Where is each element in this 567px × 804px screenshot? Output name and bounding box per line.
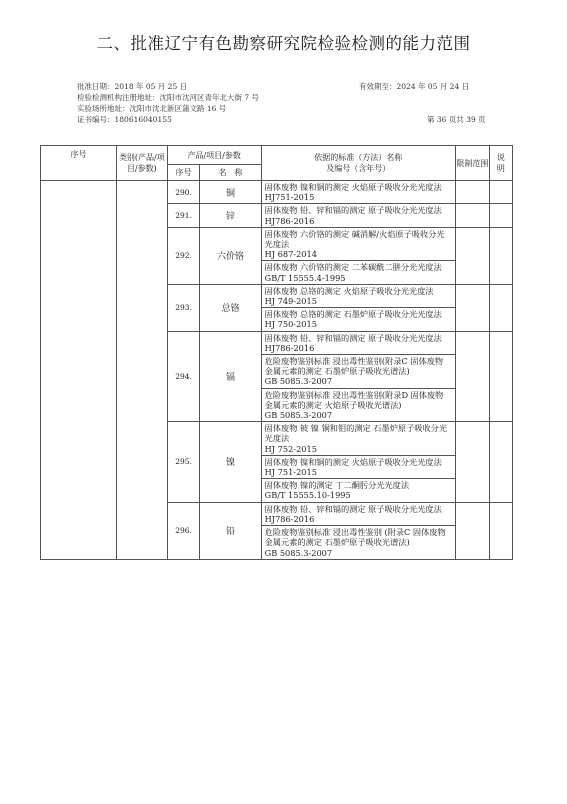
- note-cell: [489, 331, 512, 422]
- limit-cell: [455, 502, 489, 559]
- item-name: 镍: [200, 422, 261, 502]
- item-number: 290.: [167, 181, 200, 204]
- capability-table: [40, 145, 513, 560]
- note-cell: [489, 422, 512, 502]
- item-name: 总铬: [200, 284, 261, 331]
- standard-code: GB/T 15555.4-1995: [264, 272, 346, 283]
- standard-cell: [261, 284, 455, 307]
- standard-code: HJ 687-2014: [264, 249, 317, 260]
- standard-name: 固体废物 镍的测定 丁二酮肟分光光度法: [264, 480, 410, 491]
- standard-cell: [261, 331, 455, 354]
- standard-code: HJ 751-2015: [264, 467, 317, 478]
- limit-cell: [455, 181, 489, 204]
- standard-code: GB 5085.3-2007: [264, 547, 333, 558]
- approval-date: 批准日期：2018 年 05 月 25 日: [77, 82, 188, 91]
- registered-address: 检验检测机构注册地址：沈阳市沈河区青年北大街 7 号: [77, 93, 260, 102]
- note-cell: [489, 204, 512, 227]
- table-row: [41, 181, 513, 204]
- item-number: 296.: [167, 502, 200, 559]
- page-title: 二、批准辽宁有色勘察研究院检验检测的能力范围: [96, 34, 471, 53]
- standard-name: 固体废物 镍和铜的测定 火焰原子吸收分光光度法: [264, 182, 442, 192]
- standard-name: 固体废物 六价铬的测定 二苯碳酰二肼分光光度法: [264, 262, 442, 273]
- note-cell: [489, 181, 512, 204]
- item-number: 292.: [167, 227, 200, 284]
- standard-name: 固体废物 铅、锌和镉的测定 原子吸收分光光度法: [264, 205, 442, 216]
- limit-cell: [455, 331, 489, 422]
- limit-cell: [455, 227, 489, 284]
- standard-cell: [261, 204, 455, 227]
- item-number: 293.: [167, 284, 200, 331]
- standard-code: HJ786-2016: [264, 215, 315, 226]
- standard-cell: [261, 455, 455, 478]
- standard-cell: [261, 526, 455, 560]
- standard-name: 固体废物 镍和铜的测定 火焰原子吸收分光光度法: [264, 456, 442, 467]
- header-limit: 限制范围: [455, 146, 489, 181]
- item-name: 铅: [200, 502, 261, 559]
- standard-cell: [261, 308, 455, 331]
- standard-cell: [261, 479, 455, 502]
- standard-code: GB/T 15555.10-1995: [264, 490, 351, 501]
- standard-name: 固体废物 铅、锌和镉的测定 原子吸收分光光度法: [264, 503, 442, 514]
- standard-cell: [261, 181, 455, 204]
- standard-code: HJ 752-2015: [264, 443, 317, 454]
- item-name: 镉: [200, 331, 261, 422]
- item-name: 六价铬: [200, 227, 261, 284]
- header-category: 类别(产品/项目/参数): [117, 146, 168, 181]
- item-number: 295.: [167, 422, 200, 502]
- standard-name: 危险废物鉴别标准 浸出毒性鉴别 (附录C 固体废物 金属元素的测定 石墨炉原子吸收光谱法): [264, 527, 446, 548]
- standard-name: 固体废物 铅、锌和镉的测定 原子吸收分光光度法: [264, 332, 442, 343]
- standard-name: 固体废物 总铬的测定 石墨炉原子吸收分光光度法: [264, 309, 442, 320]
- standard-code: HJ786-2016: [264, 342, 315, 353]
- certificate-number: 证书编号：180616040155: [77, 115, 172, 124]
- standard-code: HJ 750-2015: [264, 319, 317, 330]
- standard-code: HJ751-2015: [264, 192, 315, 203]
- valid-until: 有效期至：2024 年 05 月 24 日: [359, 82, 470, 91]
- header-note: 说 明: [489, 146, 512, 181]
- standard-name: 固体废物 铍 镍 铜和钼的测定 石墨炉原子吸收分光光度法: [264, 423, 448, 444]
- header-sub-seq: 序号: [167, 165, 200, 181]
- standard-name: 固体废物 六价铬的测定 碱消解/火焰原子吸收分光光度法: [264, 228, 445, 250]
- standard-name: 危险废物鉴别标准 浸出毒性鉴别(附录D 固体废物 金属元素的测定 火焰原子吸收光谱法): [264, 389, 444, 410]
- item-name: 锌: [200, 204, 261, 227]
- standard-code: GB 5085.3-2007: [264, 376, 333, 387]
- limit-cell: [455, 204, 489, 227]
- standard-code: GB 5085.3-2007: [264, 410, 333, 421]
- standard-cell: [261, 355, 455, 389]
- standard-cell: [261, 502, 455, 525]
- limit-cell: [455, 284, 489, 331]
- header-sub-name: 名 称: [200, 165, 261, 181]
- seq-cell: [41, 181, 117, 560]
- standard-code: HJ 749-2015: [264, 296, 317, 307]
- standard-cell: [261, 227, 455, 261]
- standard-name: 危险废物鉴别标准 浸出毒性鉴别(附录C 固体废物 金属元素的测定 石墨炉原子吸收光谱法): [264, 356, 444, 377]
- header-product: 产品/项目/参数: [167, 146, 261, 165]
- note-cell: [489, 227, 512, 284]
- limit-cell: [455, 422, 489, 502]
- header-standard: 依据的标准（方法）名称 及编号（含年号）: [261, 146, 455, 181]
- item-number: 291.: [167, 204, 200, 227]
- standard-name: 固体废物 总铬的测定 火焰原子吸收分光光度法: [264, 285, 434, 296]
- item-name: 铜: [200, 181, 261, 204]
- item-number: 294.: [167, 331, 200, 422]
- category-cell: [117, 181, 168, 560]
- note-cell: [489, 502, 512, 559]
- note-cell: [489, 284, 512, 331]
- lab-address: 实验场所地址：沈阳市沈北新区蒲文路 16 号: [77, 104, 227, 113]
- header-seq: 序号: [41, 146, 117, 181]
- page-number: 第 36 页共 39 页: [427, 115, 486, 124]
- standard-cell: [261, 388, 455, 422]
- standard-cell: [261, 261, 455, 284]
- standard-cell: [261, 422, 455, 456]
- standard-code: HJ786-2016: [264, 513, 315, 524]
